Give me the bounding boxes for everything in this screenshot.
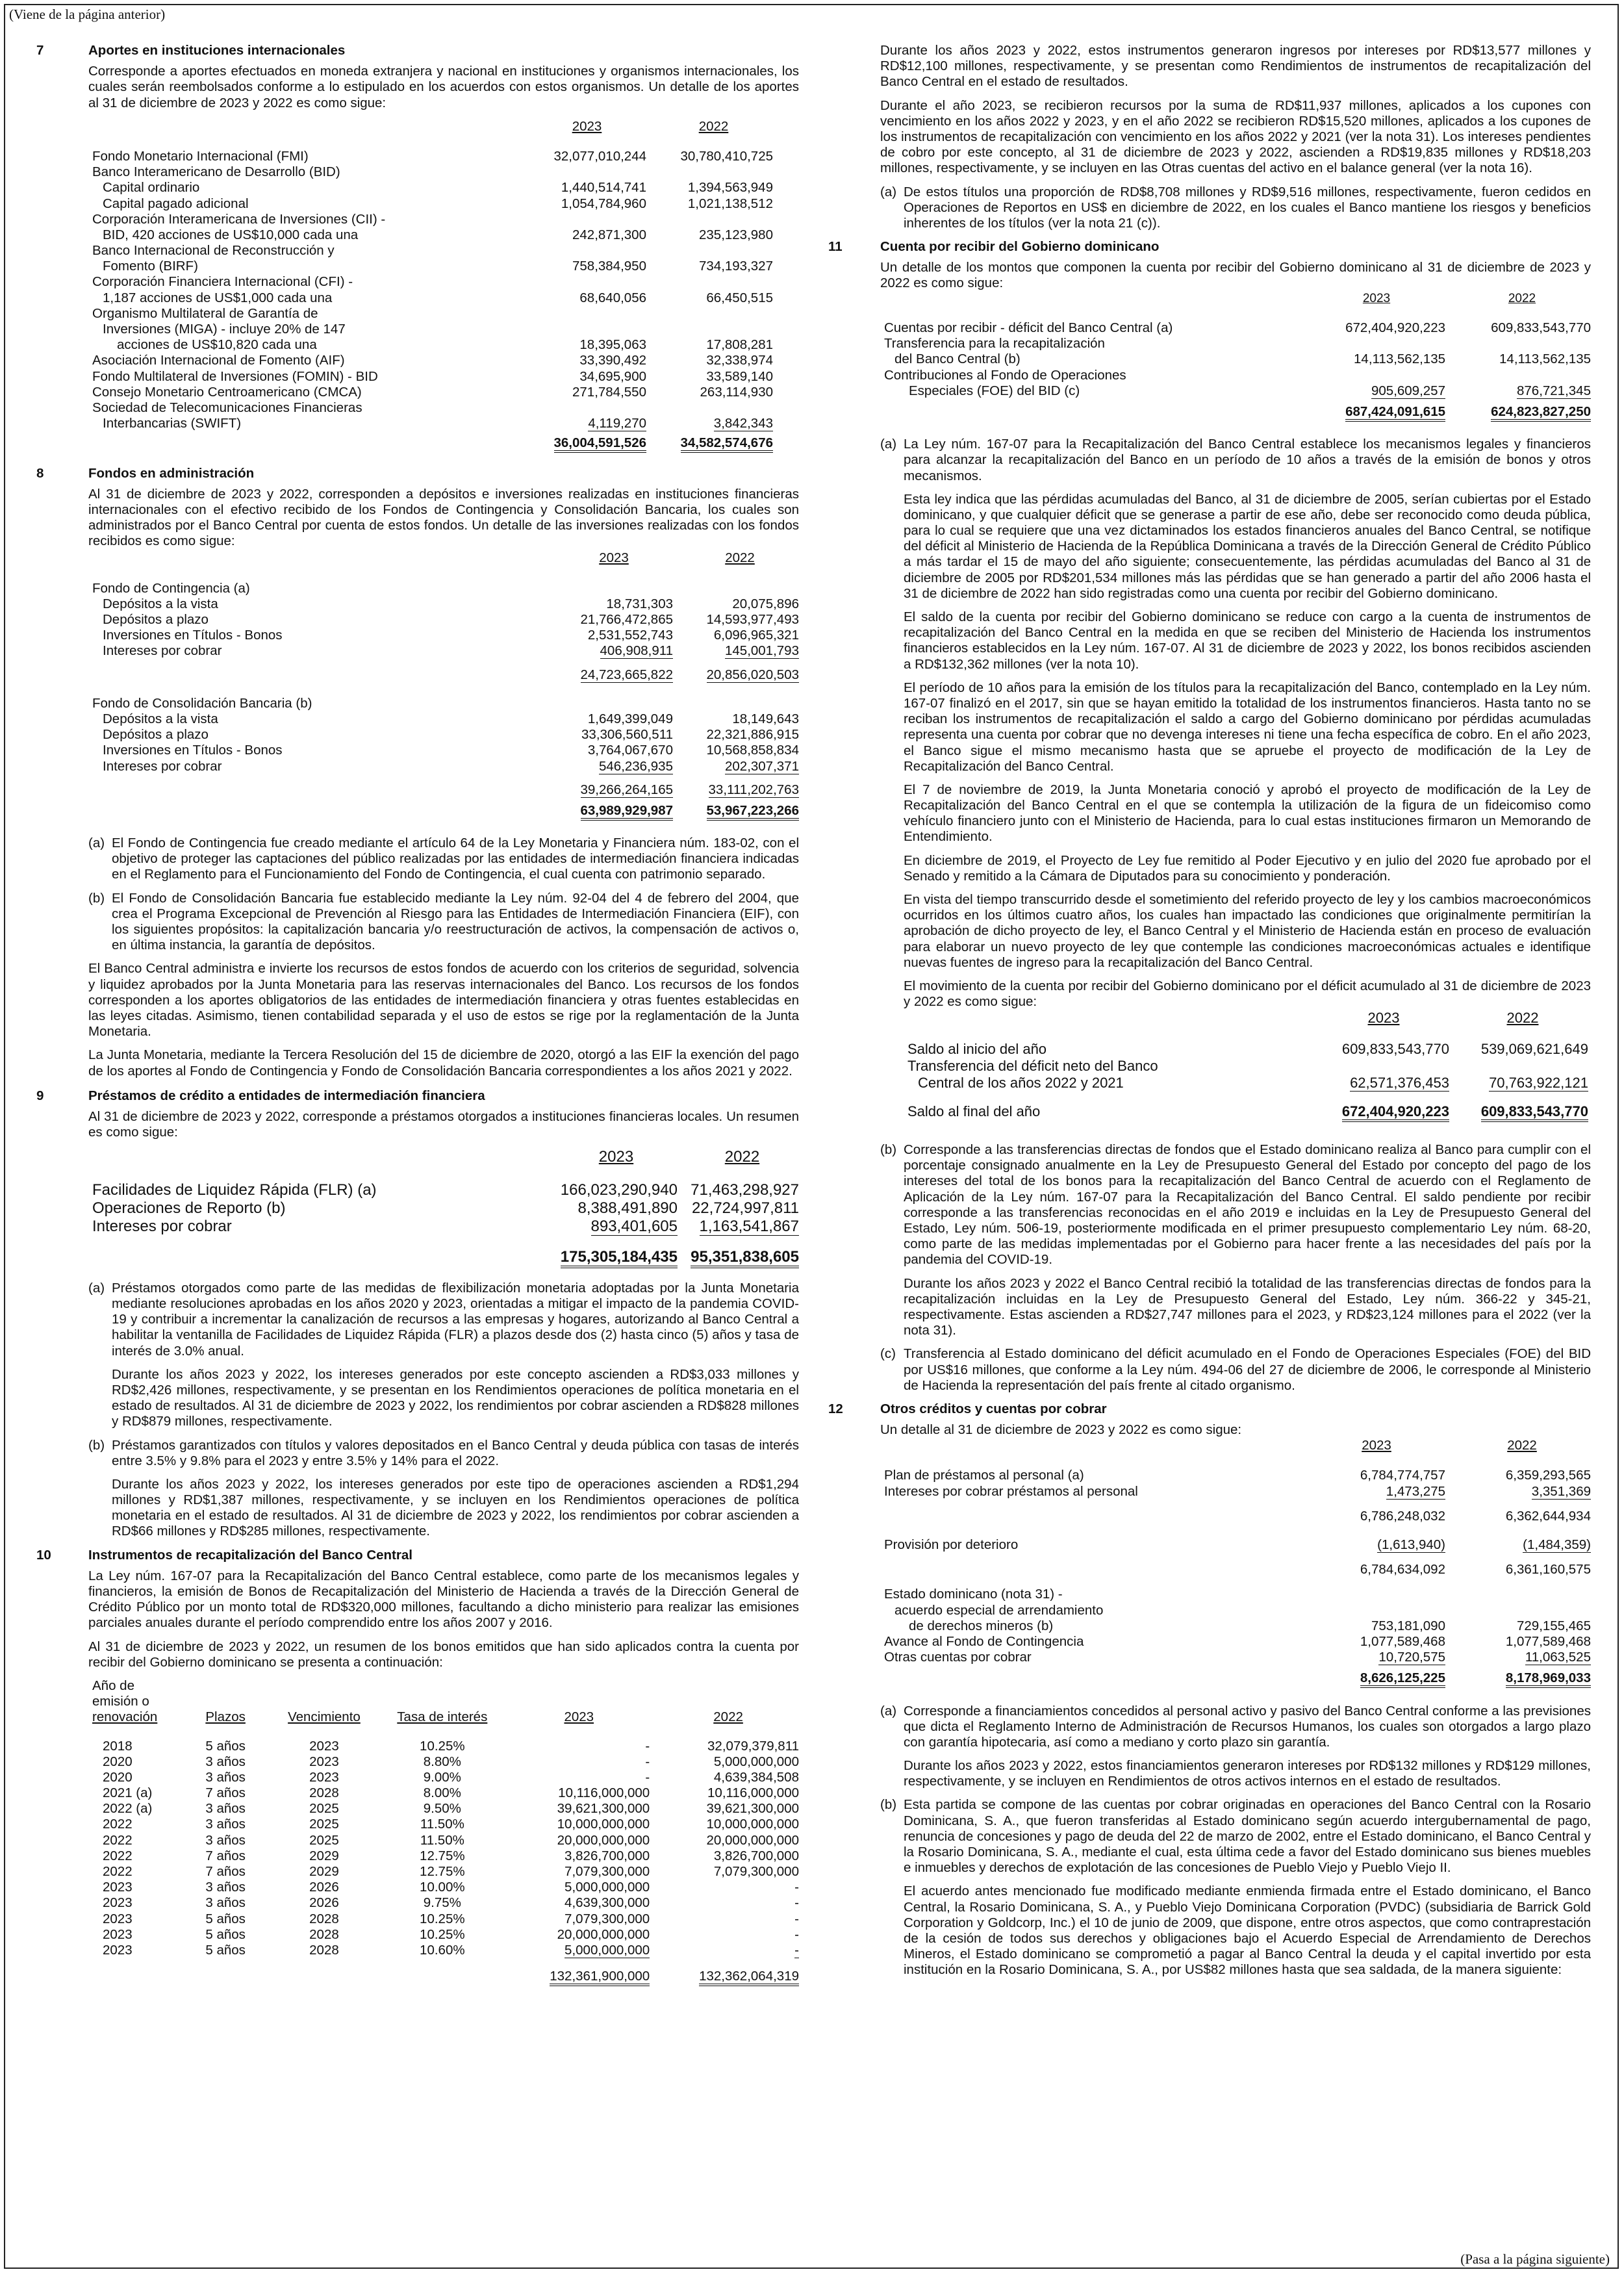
table-row: Fondo Multilateral de Inversiones (FOMIN) - BID 34,695,900 33,589,140 [92, 368, 773, 384]
footnote-a: (a) El Fondo de Contingencia fue creado mediante el artículo 64 de la Ley Monetaria y Financiera núm. 183-02, con el objetivo de proteger las captaciones del público realizadas por las entidades de intermediación financiera indicadas en el Reglamento para el Funcionamiento del Fondo de Contingencia, el cual cuenta con patrimonio separado. [88, 836, 799, 882]
subtotal-row: 6,786,248,032 6,362,644,934 [1360, 1508, 1591, 1524]
table-row: Inversiones en Títulos - Bonos 2,531,552,743 6,096,965,321 [103, 628, 799, 643]
table-row: Estado dominicano (nota 31) - [884, 1587, 1063, 1602]
footnote-a: (a) Préstamos otorgados como parte de las medidas de flexibilización monetaria adoptadas por la Junta Monetaria mediante resoluciones aprobadas en los años 2020 y 2023, orientadas a mitigar el impacto de la pandemia COVID-19 y contribuir a incrementar la canalización de recursos a las empresas y hogares, autorizando al Banco Central a habilitar la ventanilla de Facilidades de Liquidez Rápida (FLR) a plazos desde dos (2) hasta cinco (5) años y tasa de interés de 3.0% anual. Durante los años 2023 y 2022, los intereses generados por este concepto ascienden a RD$3,033 millones y RD$2,426 millones, respectivamente, y se presentan en los Rendimientos operaciones de política monetaria en el estado de resultados. Al 31 de diciembre de 2023 y 2022, los rendimientos por cobrar ascienden a RD$828 millones y RD$879 millones, respectivamente. [88, 1280, 799, 1429]
section-intro: Al 31 de diciembre de 2023 y 2022, corresponden a depósitos e inversiones realizadas en instituciones financieras internacionales con el efectivo recibido de los Fondos de Contingencia y Consolidación Bancaria, los cuales son administrados por el Banco Central por cuenta de estos fondos. Un detalle de las inversiones realizadas con los fondos recibidos es como sigue: [88, 486, 799, 549]
table-row: Sociedad de Telecomunicaciones Financieras [92, 400, 362, 415]
table-row: Otras cuentas por cobrar 10,720,575 11,063,525 [884, 1650, 1591, 1665]
table-row: Intereses por cobrar 406,908,911 145,001,793 [103, 643, 799, 659]
table-row: Intereses por cobrar 546,236,935 202,307,371 [103, 758, 799, 774]
table-row: Cuentas por recibir - déficit del Banco Central (a) 672,404,920,223 609,833,543,770 [884, 320, 1591, 336]
fund-title: Fondo de Contingencia (a) [92, 580, 250, 596]
table-row: Corporación Interamericana de Inversiones (CII) - [92, 211, 386, 227]
section-intro: Un detalle de los montos que componen la cuenta por recibir del Gobierno dominicano al 31 de diciembre de 2023 y 2022 es como sigue: [880, 260, 1591, 291]
section-intro: Al 31 de diciembre de 2023 y 2022, corresponde a préstamos otorgados a instituciones financieras locales. Un resumen es como sigue: [88, 1108, 799, 1140]
section-9 [36, 1088, 799, 1540]
section-number: 7 [36, 43, 44, 58]
paragraph: Al 31 de diciembre de 2023 y 2022, un resumen de los bonos emitidos que han sido aplicados contra la cuenta por recibir del Gobierno dominicano se presenta a continuación: [88, 1639, 799, 1670]
paragraph: Durante los años 2023 y 2022, estos instrumentos generaron ingresos por intereses por RD$13,577 millones y RD$12,100 millones, respectivamente, y se presentan como Rendimientos de instrumentos de recapitalización del Banco Central en el estado de resultados. [880, 43, 1591, 90]
total-row: Saldo al final del año 672,404,920,223 609,833,543,770 [904, 1092, 1592, 1120]
table-row: Transferencia del déficit neto del Banco [907, 1058, 1158, 1075]
total-row: 175,305,184,435 95,351,838,605 [88, 1236, 803, 1266]
table-row: 2022 7 años 2029 12.75% 7,079,300,000 7,079,300,000 [103, 1864, 799, 1879]
table-row: Depósitos a la vista 18,731,303 20,075,896 [103, 596, 799, 611]
footnote-c: (c) Transferencia al Estado dominicano del déficit acumulado en el Fondo de Operaciones Especiales (FOE) del BID por US$16 millones, que conforme a la Ley núm. 494-06 del 27 de diciembre de 2006, le corresponde al Ministerio de Hacienda la representación del país frente al citado organismo. [880, 1346, 1591, 1393]
footnote-b: (b) Préstamos garantizados con títulos y valores depositados en el Banco Central y deuda pública con tasas de interés entre 3.5% y 9.8% para el 2023 y entre 3.5% y 14% para el 2022. Durante los años 2023 y 2022, los intereses generados por este tipo de operaciones ascienden a RD$1,294 millones y RD$1,387 millones, respectivamente, y se incluyen en los Rendimientos operaciones de política monetaria en el estado de resultados. Al 31 de diciembre de 2023 y 2022, los rendimientos por cobrar ascienden a RD$66 millones y RD$285 millones, respectivamente. [88, 1437, 799, 1539]
table-row: del Banco Central (b) 14,113,562,135 14,113,562,135 [894, 351, 1591, 367]
paragraph: La Junta Monetaria, mediante la Tercera Resolución del 15 de diciembre de 2020, otorgó a las EIF la exención del pago de los aportes al Fondo de Contingencia y Fondo de Consolidación Bancaria correspondientes a los años 2021 y 2022. [88, 1047, 799, 1079]
section-intro: Un detalle al 31 de diciembre de 2023 y 2022 es como sigue: [880, 1422, 1242, 1438]
footnote-a: (a) De estos títulos una proporción de RD$8,708 millones y RD$9,516 millones, respectivamente, fueron cedidos en Operaciones de Reportos en US$ en diciembre de 2022, en los cuales el Banco mantiene los riesgos y beneficios inherentes de los títulos (ver la nota 21 (c)). [880, 184, 1591, 231]
table-row: Inversiones (MIGA) - incluye 20% de 147 [103, 322, 346, 337]
continued-on-footer: (Pasa a la página siguiente) [1460, 2251, 1610, 2268]
left-column [36, 43, 799, 1984]
table-row: 2021 (a) 7 años 2028 8.00% 10,116,000,000 10,116,000,000 [103, 1785, 799, 1801]
footnote-a: (a) Corresponde a financiamientos concedidos al personal activo y pasivo del Banco Central conforme a las previsiones que dicta el Reglamento Interno de Administración de Recursos Humanos, los cuales son otorgados a largo plazo con garantía hipotecaria, así como a mediano y corto plazo sin garantía. Durante los años 2023 y 2022, estos financiamientos generaron intereses por RD$132 millones y RD$129 millones, respectivamente, y se incluyen en Rendimientos de otros activos internos en el estado de resultados. [880, 1703, 1591, 1789]
paragraph: La Ley núm. 167-07 para la Recapitalización del Banco Central establece, como parte de los mecanismos legales y financieros, la emisión de Bonos de Recapitalización del Ministerio de Hacienda a través de la Dirección General de Crédito Público por un monto total de RD$320,000 millones, facultando a dicho ministerio para realizar las emisiones parciales anuales durante el período comprendido entre los años 2007 y 2016. [88, 1568, 799, 1631]
paragraph: El Banco Central administra e invierte los recursos de estos fondos de acuerdo con los criterios de seguridad, solvencia y liquidez aprobados por la Junta Monetaria para las reservas internacionales del Banco. Los recursos de los fondos corresponden a los aportes obligatorios de las entidades de intermediación financiera y otras fuentes establecidas en las leyes citadas. Asimismo, tienen contabilidad separada y el uso de estos se rige por la reglamentación de la Junta Monetaria. [88, 961, 799, 1040]
year-header: 2022 [698, 118, 729, 134]
table-row: Operaciones de Reporto (b) 8,388,491,890 22,724,997,811 [92, 1199, 799, 1217]
table-row: 2022 3 años 2025 11.50% 10,000,000,000 10,000,000,000 [103, 1817, 799, 1832]
subtotal-row: 39,266,264,165 33,111,202,763 [580, 782, 799, 797]
total-row: 36,004,591,526 34,582,574,676 [88, 431, 777, 451]
table-row: 2022 7 años 2029 12.75% 3,826,700,000 3,826,700,000 [103, 1848, 799, 1863]
table-row: 2020 3 años 2023 9.00% - 4,639,384,508 [103, 1769, 799, 1785]
section-number: 9 [36, 1088, 44, 1103]
funds-table: 2023 2022 Fondo de Contingencia (a) Depósitos a la vista 18,731,303 20,075,896 Depósitos a plazo 21,766,472,865 14,593,977,493 Inversiones en Títulos - Bonos 2,531,552,743 6,096,965,321 Intereses por cobrar 406,908,911 145,001,793 24,723,665,822 20,856,020,503 Fondo de Consolidación Bancaria (b) Depósitos a la vista 1,649,399,049 18,149,643 Depósitos a plazo 33,306,560,511 22,321,886,915 Inversiones en Títulos - Bonos 3,764,067,670 10,568,858,834 Intereses por cobrar 546,236,935 202,307,371 39,266,264,165 33,111,202,763 63,989,929,987 53,967,223,266 [88, 550, 803, 819]
year-header: 2023 [572, 118, 602, 134]
table-row: 2023 3 años 2026 10.00% 5,000,000,000 - [103, 1880, 799, 1895]
total-row: 63,989,929,987 53,967,223,266 [88, 798, 803, 819]
table-row: Interbancarias (SWIFT) 4,119,270 3,842,343 [103, 416, 773, 431]
table-row: Provisión por deterioro (1,613,940) (1,484,359) [884, 1537, 1591, 1553]
table-row: acciones de US$10,820 cada una 18,395,063 17,808,281 [117, 337, 773, 353]
table-row: 2023 3 años 2026 9.75% 4,639,300,000 - [103, 1895, 799, 1911]
table-row: Transferencia para la recapitalización [884, 336, 1105, 351]
table-row: Depósitos a la vista 1,649,399,049 18,149,643 [103, 711, 799, 726]
credits-table: 2023 2022 Facilidades de Liquidez Rápida (FLR) (a) 166,023,290,940 71,463,298,927 Operaciones de Reporto (b) 8,388,491,890 22,724,997,811 Intereses por cobrar 893,401,605 1,163,541,867 175,305,184,435 95,351,838,605 [88, 1148, 803, 1266]
table-row: Inversiones en Títulos - Bonos 3,764,067,670 10,568,858,834 [103, 743, 799, 758]
table-row: Asociación Internacional de Fomento (AIF) 33,390,492 32,338,974 [92, 353, 773, 368]
section-number: 8 [36, 465, 44, 481]
section-7 [36, 43, 799, 452]
section-number: 11 [828, 239, 843, 255]
section-title: Fondos en administración [88, 465, 255, 481]
table-row: Avance al Fondo de Contingencia 1,077,589,468 1,077,589,468 [884, 1633, 1591, 1649]
other-receivables-table: 2023 2022 Plan de préstamos al personal (a) 6,784,774,757 6,359,293,565 Intereses por cobrar préstamos al personal 1,473,275 3,351,369 6,786,248,032 6,362,644,934 Provisión por deterioro (1,613,940) (1,484,359) 6,784,634,092 6,361,160,575 Estado dominicano (nota 31) - acuerdo especial de arrendamiento de derechos mineros (b) 753,181,090 729,155,465 Avance al Fondo de Contingencia 1,077,589,468 1,077,589,468 Otras cuentas por cobrar 10,720,575 11,063,525 8,626,125,225 8,178,969,033 [880, 1438, 1595, 1686]
bonds-table: Año de emisión o renovación Plazos Vencimiento Tasa de interés 2023 2022 2018 5 años 2023 10.25% - 32,079,379,811 2020 3 años 2023 8.80% - 5,000,000,000 2020 3 años 2023 9.00% - 4,639,384,508 2021 (a) 7 años 2028 8.00% 10,116,000,000 10,116,000,000 2022 (a) 3 años 2025 9.50% 39,621,300,000 39,621,300,000 2022 3 años 2025 11.50% 10,000,000,000 10,000,000,000 2022 3 años 2025 11.50% 20,000,000,000 20,000,000,000 2022 7 años 2029 12.75% 3,826,700,000 3,826,700,000 2022 7 años 2029 12.75% 7,079,300,000 7,079,300,000 2023 3 años 2026 10.00% 5,000,000,000 - 2023 3 años 2026 9.75% 4,639,300,000 - 2023 5 años 2028 10.25% 7,079,300,000 - 2023 5 años 2028 10.25% 20,000,000,000 - 2023 5 años 2028 10.60% 5,000,000,000 - 132,361,900,000 132,362,064,319 [88, 1678, 803, 1984]
table-row: BID, 420 acciones de US$10,000 cada una 242,871,300 235,123,980 [103, 227, 773, 242]
table-row: Intereses por cobrar préstamos al personal 1,473,275 3,351,369 [884, 1483, 1591, 1499]
section-10 [36, 1548, 799, 1985]
contributions-table [88, 119, 777, 452]
table-row: de derechos mineros (b) 753,181,090 729,155,465 [909, 1618, 1591, 1633]
table-row: Depósitos a plazo 33,306,560,511 22,321,886,915 [103, 727, 799, 743]
table-row: Fomento (BIRF) 758,384,950 734,193,327 [103, 259, 773, 274]
total-row: 132,361,900,000 132,362,064,319 [88, 1958, 803, 1984]
total-row: 8,626,125,225 8,178,969,033 [880, 1665, 1595, 1686]
paragraph: Durante el año 2023, se recibieron recursos por la suma de RD$11,937 millones, aplicados a los cupones con vencimiento en los años 2022 y 2023, y en el año 2022 se recibieron RD$15,520 millones, aplicados a los cupones de los instrumentos de recapitalización con vencimiento en los años 2022 y 2021 (ver la nota 31). Los intereses pendientes de cobro por este concepto, al 31 de diciembre de 2023 y 2022, ascienden a RD$19,835 millones y RD$18,203 millones, respectivamente, y se incluyen en las Otras cuentas del activo en el balance general (ver la nota 16). [880, 97, 1591, 176]
section-title: Cuenta por recibir del Gobierno dominicano [880, 239, 1160, 255]
table-row: Corporación Financiera Internacional (CFI) - [92, 274, 353, 290]
table-row: 2023 5 años 2028 10.25% 20,000,000,000 - [103, 1926, 799, 1942]
section-title: Instrumentos de recapitalización del Banco Central [88, 1547, 412, 1563]
total-row: 687,424,091,615 624,823,827,250 [880, 399, 1595, 420]
table-row: Saldo al inicio del año 609,833,543,770 539,069,621,649 [907, 1041, 1588, 1058]
table-row: Plan de préstamos al personal (a) 6,784,774,757 6,359,293,565 [884, 1468, 1591, 1483]
table-row: Depósitos a plazo 21,766,472,865 14,593,977,493 [103, 612, 799, 627]
continued-from-header: (Viene de la página anterior) [9, 6, 166, 22]
table-row: 2020 3 años 2023 8.80% - 5,000,000,000 [103, 1754, 799, 1769]
receivable-table: 2023 2022 Cuentas por recibir - déficit del Banco Central (a) 672,404,920,223 609,833,543,770 Transferencia para la recapitalización del Banco Central (b) 14,113,562,135 14,113,562,135 Contribuciones al Fondo de Operaciones Especiales (FOE) del BID (c) 905,609,257 876,721,345 687,424,091,615 624,823,827,250 [880, 292, 1595, 420]
table-row: Fondo Monetario Internacional (FMI) 32,077,010,244 30,780,410,725 [92, 148, 773, 164]
footnote-b: (b) Esta partida se compone de las cuentas por cobrar originadas en operaciones del Banco Central con la Rosario Dominicana, S. A., que fueron transferidas al Estado dominicano según acuerdo intergubernamental de pago, renuncia de concesiones y pago de deuda del 22 de marzo de 2002, entre el Estado dominicano, el Banco Central y la Rosario Dominicana, S. A., mediante el cual, esta última cede a favor del Estado dominicano sus bienes muebles e inmuebles y derechos de explotación de las concesiones de Pueblo Viejo y Pueblo Viejo II. El acuerdo antes mencionado fue modificado mediante enmienda firmada entre el Estado dominicano, el Banco Central, la Rosario Dominicana, S. A., y Pueblo Viejo Dominicana Corporation (PVDC) (subsidiaria de Barrick Gold Corporation y Goldcorp, Inc.) el 10 de junio de 2009, que dispone, entre otros aspectos, que como contraprestación de la cesión de todos sus derechos y obligaciones bajo el Acuerdo Especial de Arrendamiento de Derechos Mineros, el Estado dominicano se comprometió a pagar al Banco Central la deuda y el capital invertido por esta institución en la Rosario Dominicana, S. A., por US$82 millones hasta que sea saldada, de la manera siguiente: [880, 1797, 1591, 1978]
table-row: Contribuciones al Fondo de Operaciones [884, 367, 1126, 383]
section-number: 12 [828, 1401, 843, 1416]
table-row: Facilidades de Liquidez Rápida (FLR) (a) 166,023,290,940 71,463,298,927 [92, 1181, 799, 1199]
movement-table: 2023 2022 Saldo al inicio del año 609,833,543,770 539,069,621,649 Transferencia del déficit neto del Banco Central de los años 2022 y 2021 62,571,376,453 70,763,922,121 Saldo al final del año 672,404,920,223 609,833,543,770 [904, 1010, 1592, 1120]
table-row: acuerdo especial de arrendamiento [894, 1602, 1104, 1618]
table-row: 1,187 acciones de US$1,000 cada una 68,640,056 66,450,515 [103, 290, 773, 305]
table-row: Organismo Multilateral de Garantía de [92, 305, 318, 321]
table-row: Capital pagado adicional 1,054,784,960 1,021,138,512 [103, 196, 773, 211]
table-row: Intereses por cobrar 893,401,605 1,163,541,867 [92, 1218, 799, 1236]
table-row: Capital ordinario 1,440,514,741 1,394,563,949 [103, 180, 773, 196]
footnote-a: (a) La Ley núm. 167-07 para la Recapitalización del Banco Central establece los mecanismos legales y financieros para alcanzar la recapitalización del Banco en un período de 10 años a través de la emisión de bonos y otros mecanismos. Esta ley indica que las pérdidas acumuladas del Banco, al 31 de diciembre de 2005, serían cubiertas por el Estado dominicano, y que cualquier déficit que se generase a partir de ese año, debe ser reconocido como deuda pública, para lo cual se requiere que una vez dictaminados los estados financieros anuales del Banco Central, se notifique del déficit al Ministerio de Hacienda de la República Dominicana a través de la Dirección General de Crédito Público a más tardar el 15 de mayo del año siguiente; consecuentemente, las pérdidas acumuladas del Banco al 31 de diciembre de 2005 por RD$201,534 millones más las pérdidas que se han generado a partir del año 2006 hasta el 31 de diciembre de 2022 han sido registradas como una cuenta por recibir del Gobierno dominicano. El saldo de la cuenta por recibir del Gobierno dominicano se reduce con cargo a la cuenta de instrumentos de recapitalización del Banco Central en la medida en que se reciben del Ministerio de Hacienda los instrumentos financieros establecidos en la Ley núm. 167-07. Al 31 de diciembre de 2023 y 2022, los bonos recibidos ascienden a RD$132,362 millones (ver la nota 10). El período de 10 años para la emisión de los títulos para la recapitalización del Banco, contemplado en la Ley núm. 167-07 finalizó en el 2017, sin que se hayan emitido la totalidad de los instrumentos financieros. Hasta tanto no se reciban los instrumentos de recapitalización el saldo a cargo del Gobierno dominicano por pérdidas acumuladas representa una cuenta por cobrar que no devenga intereses ni tiene una fecha específica de cobro. En el año 2023, el Banco sigue el mismo mecanismo hasta que se apruebe el proyecto de modificación de la Ley de Recapitalización del Banco Central. El 7 de noviembre de 2019, la Junta Monetaria conoció y aprobó el proyecto de modificación de la Ley de Recapitalización del Banco Central en el que se contempla la utilización de la figura de un fideicomiso como vehículo financiero junto con el Ministerio de Hacienda, para lo cual estas instituciones firmaron un Memorando de Entendimiento. En diciembre de 2019, el Proyecto de Ley fue remitido al Poder Ejecutivo y en julio del 2020 fue aprobado por el Senado y remitido a la Cámara de Diputados para su conocimiento y ponderación. En vista del tiempo transcurrido desde el sometimiento del referido proyecto de ley y los cambios macroeconómicos ocurridos en los últimos cuatro años, los cuales han impactado las condiciones que originalmente permitirían la aprobación de dicho proyecto de ley, el Banco Central y el Ministerio de Hacienda están en proceso de evaluación para elaborar un nuevo proyecto de ley que contemple las condiciones macroeconómicas actuales e identifique nuevas fuentes de ingreso para la recapitalización del Banco Central. El movimiento de la cuenta por recibir del Gobierno dominicano por el déficit acumulado al 31 de diciembre de 2023 y 2022 es como sigue: 2023 2022 Saldo al inicio del año 609,833,543,770 539,069,621,649 Transferencia del déficit neto del Banco Central de los años 2022 y 2021 62,571,376,453 70,763,922,121 Saldo al final del año 672,404,920,223 609,833,543,770 [880, 437, 1591, 1134]
table-row: 2023 5 años 2028 10.60% 5,000,000,000 - [103, 1942, 799, 1958]
table-row: 2022 3 años 2025 11.50% 20,000,000,000 20,000,000,000 [103, 1832, 799, 1848]
table-row: Banco Interamericano de Desarrollo (BID) [92, 164, 340, 180]
footnote-b: (b) Corresponde a las transferencias directas de fondos que el Estado dominicano realiza al Banco para cumplir con el porcentaje consignado anualmente en la Ley de Presupuesto General del Estado por concepto del pago de los intereses del total de los bonos para la recapitalización del Banco Central de acuerdo con el Reglamento de Aplicación de la Ley núm. 167-07 para la Recapitalización del Banco Central. El saldo pendiente por recibir corresponde a las transferencias reconocidas en el año 2019 e incluidas en la Ley de Presupuesto General del Estado, Ley núm. 506-19, posteriormente modificada en el primer presupuesto complementario Ley núm. 68-20, como parte de las medidas implementadas por el Gobierno para hacer frente a las necesidades del país por la pandemia del COVID-19. Durante los años 2023 y 2022 el Banco Central recibió la totalidad de las transferencias directas de fondos para la recapitalización incluidas en la Ley de Presupuesto General del Estado, Ley núm. 366-22 y 345-21, respectivamente. Estas ascienden a RD$27,747 millones para el 2023, y RD$23,124 millones para el 2022 (ver la nota 31). [880, 1142, 1591, 1338]
section-title: Préstamos de crédito a entidades de intermediación financiera [88, 1088, 485, 1103]
section-title: Otros créditos y cuentas por cobrar [880, 1401, 1107, 1416]
section-title: Aportes en instituciones internacionales [88, 43, 346, 58]
subtotal-row: 24,723,665,822 20,856,020,503 [580, 667, 799, 682]
table-row: Especiales (FOE) del BID (c) 905,609,257 876,721,345 [909, 383, 1591, 398]
section-number: 10 [36, 1547, 51, 1563]
table-row: 2023 5 años 2028 10.25% 7,079,300,000 - [103, 1911, 799, 1926]
fund-title: Fondo de Consolidación Bancaria (b) [92, 695, 312, 711]
table-row: Consejo Monetario Centroamericano (CMCA) 271,784,550 263,114,930 [92, 384, 773, 400]
section-11 [828, 239, 1591, 420]
table-row: 2022 (a) 3 años 2025 9.50% 39,621,300,000 39,621,300,000 [103, 1801, 799, 1817]
table-row: 2018 5 años 2023 10.25% - 32,079,379,811 [103, 1738, 799, 1754]
subtotal-row: 6,784,634,092 6,361,160,575 [1360, 1562, 1591, 1578]
footnote-b: (b) El Fondo de Consolidación Bancaria fue establecido mediante la Ley núm. 92-04 del 4 de febrero del 2004, que crea el Programa Excepcional de Prevención al Riesgo para las Entidades de Intermediación Financiera (EIF), con los siguientes propósitos: la capitalización bancaria y/o reestructuración de activos, la compensación de activos o, en última instancia, la garantía de depósitos. [88, 890, 799, 953]
section-intro: Corresponde a aportes efectuados en moneda extranjera y nacional en instituciones y organismos internacionales, los cuales serán reembolsados conforme a lo estipulado en los acuerdos con estos organismos. Un detalle de los aportes al 31 de diciembre de 2023 y 2022 es como sigue: [88, 64, 799, 110]
right-column [828, 43, 1591, 1986]
table-row: Banco Internacional de Reconstrucción y [92, 243, 335, 259]
table-row: Central de los años 2022 y 2021 62,571,376,453 70,763,922,121 [918, 1075, 1588, 1092]
section-12 [828, 1401, 1591, 1687]
section-8 [36, 466, 799, 1079]
